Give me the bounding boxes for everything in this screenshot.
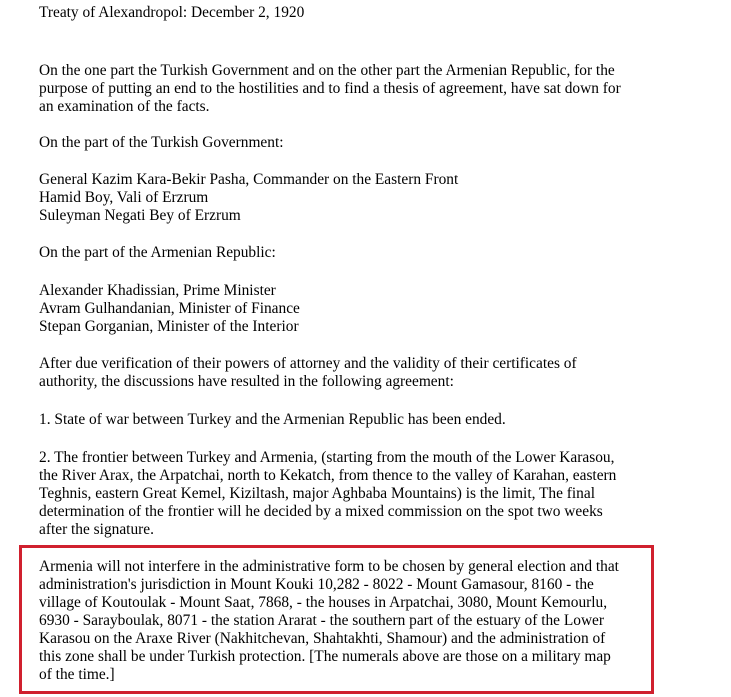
armenian-heading: On the part of the Armenian Republic:: [39, 244, 276, 261]
article-2-line: the River Arax, the Arpatchai, north to Kekatch, from thence to the valley of Karahan, eastern: [39, 467, 617, 484]
article-2-line: after the signature.: [39, 521, 154, 538]
armenian-delegate: Avram Gulhandanian, Minister of Finance: [39, 300, 300, 317]
highlighted-line: of the time.]: [39, 666, 115, 683]
article-1: 1. State of war between Turkey and the Armenian Republic has been ended.: [39, 411, 506, 428]
highlighted-line: administration's jurisdiction in Mount Kouki 10,282 - 8022 - Mount Gamasour, 8160 - the: [39, 576, 594, 593]
verification-line: authority, the discussions have resulted in the following agreement:: [39, 373, 454, 390]
intro-line: purpose of putting an end to the hostilities and to find a thesis of agreement, have sat down for: [39, 80, 621, 97]
verification-line: After due verification of their powers of attorney and the validity of their certificates of: [39, 355, 577, 372]
intro-line: On the one part the Turkish Government and on the other part the Armenian Republic, for the: [39, 62, 615, 79]
highlighted-line: village of Koutoulak - Mount Saat, 7868, - the houses in Arpatchai, 3080, Mount Kemourlu,: [39, 594, 608, 611]
document-title: Treaty of Alexandropol: December 2, 1920: [39, 4, 305, 21]
turkish-delegate: General Kazim Kara-Bekir Pasha, Commander on the Eastern Front: [39, 171, 459, 188]
highlighted-line: Karasou on the Araxe River (Nakhitchevan, Shahtakhti, Shamour) and the administration of: [39, 630, 606, 647]
article-2-line: 2. The frontier between Turkey and Armenia, (starting from the mouth of the Lower Karasou,: [39, 449, 615, 466]
intro-line: an examination of the facts.: [39, 98, 210, 115]
turkish-delegate: Suleyman Negati Bey of Erzrum: [39, 207, 241, 224]
article-2-line: determination of the frontier will he decided by a mixed commission on the spot two weeks: [39, 503, 603, 520]
turkish-heading: On the part of the Turkish Government:: [39, 134, 284, 151]
article-2-line: Teghnis, eastern Great Kemel, Kiziltash, major Aghbaba Mountains) is the limit, The final: [39, 485, 595, 502]
highlighted-line: 6930 - Sarayboulak, 8071 - the station Ararat - the southern part of the estuary of the Lower: [39, 612, 605, 629]
armenian-delegate: Stepan Gorganian, Minister of the Interior: [39, 318, 299, 335]
highlighted-line: Armenia will not interfere in the administrative form to be chosen by general election and that: [39, 558, 619, 575]
armenian-delegate: Alexander Khadissian, Prime Minister: [39, 282, 276, 299]
turkish-delegate: Hamid Boy, Vali of Erzrum: [39, 189, 209, 206]
highlighted-line: this zone shall be under Turkish protection. [The numerals above are those on a military map: [39, 648, 611, 665]
